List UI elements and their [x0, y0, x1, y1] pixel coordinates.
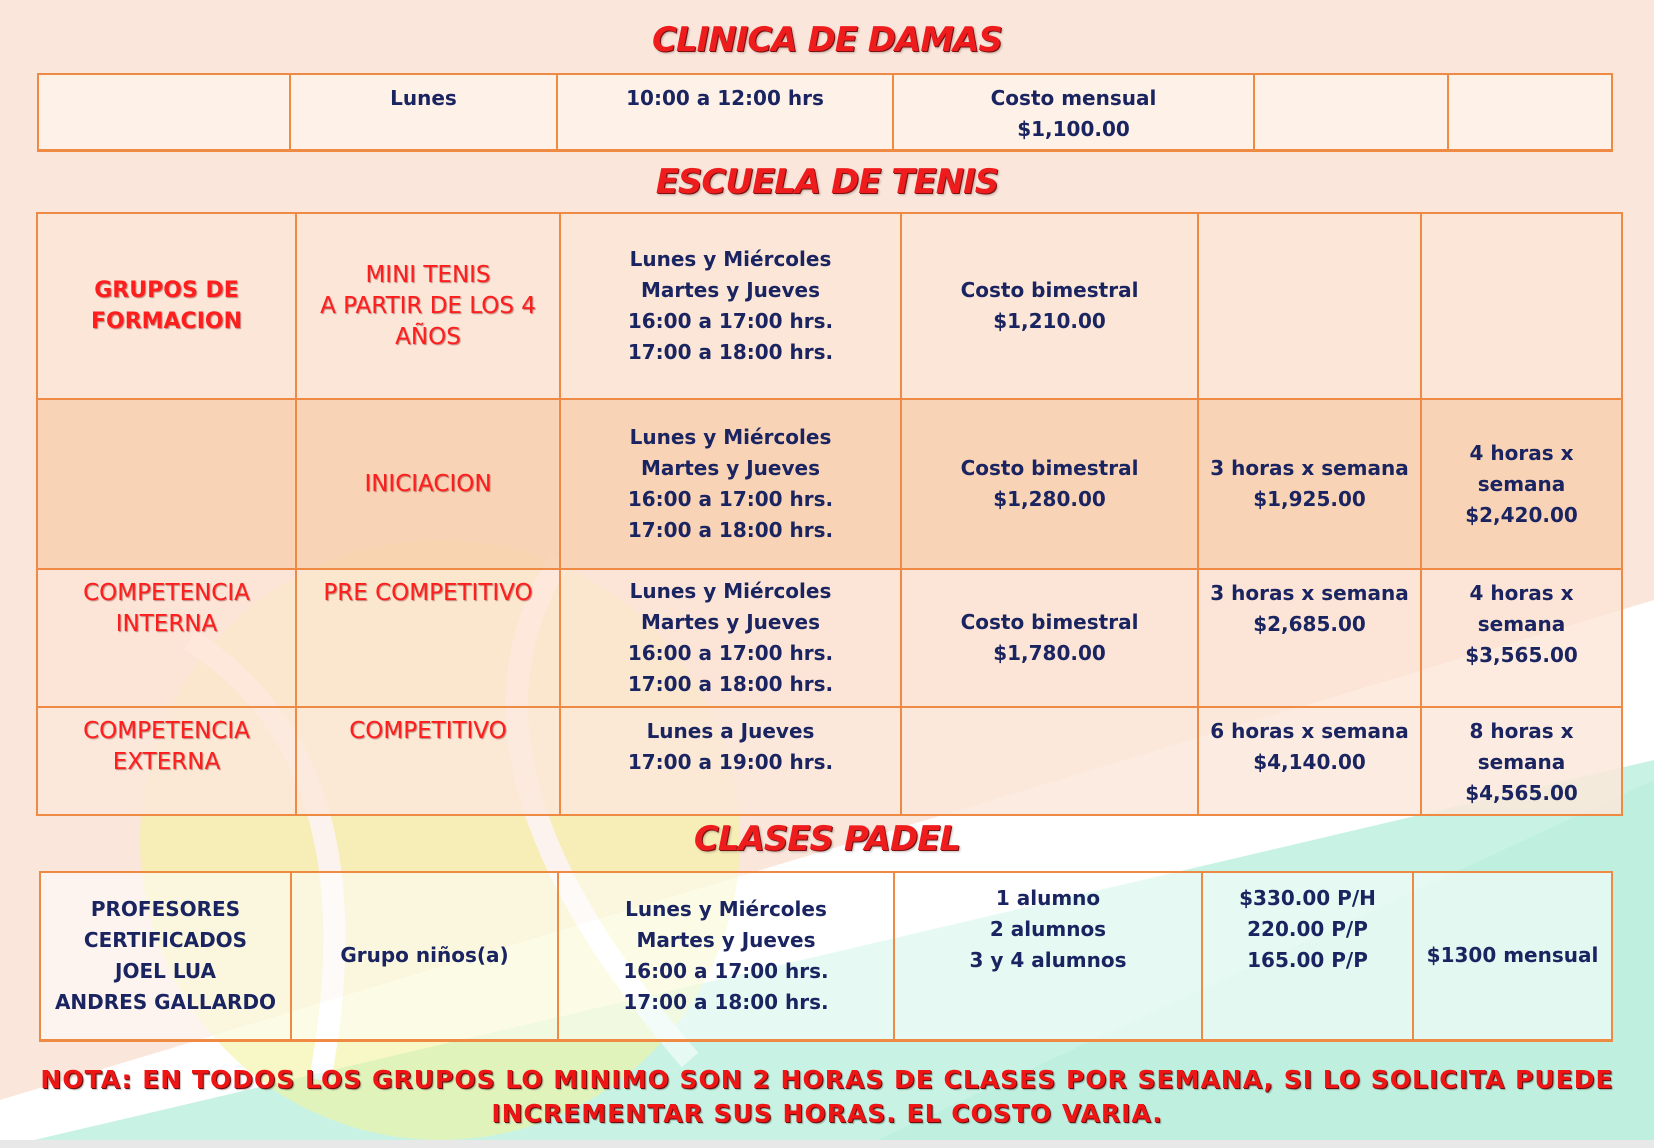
cell-line: Martes y Jueves: [640, 278, 820, 302]
note-line-1: NOTA: EN TODOS LOS GRUPOS LO MINIMO SON 2 HORAS DE CLASES POR SEMANA, SI LO SOLICITA PUEDE: [40, 1065, 1614, 1094]
schedule-cell: [560, 213, 901, 399]
cell-line: Costo bimestral: [960, 456, 1139, 480]
escuela-title: ESCUELA DE TENIS: [655, 162, 999, 202]
cost-cell: [901, 569, 1198, 707]
clinica-title: CLINICA DE DAMAS: [652, 20, 1002, 60]
cell-line: $1,780.00: [993, 641, 1106, 665]
cell-line: COMPETENCIA: [83, 718, 250, 744]
clinica-table: [37, 73, 1613, 152]
cell-line: $4,565.00: [1465, 781, 1578, 805]
cell-line: $1,925.00: [1253, 487, 1366, 511]
cell-line: 17:00 a 18:00 hrs.: [627, 340, 834, 364]
cell-line: 3 horas x semana: [1210, 581, 1409, 605]
cost-cell: [901, 707, 1198, 815]
option-6h-cell: [1198, 707, 1421, 815]
cell-line: Costo bimestral: [960, 610, 1139, 634]
cell-line: Martes y Jueves: [640, 456, 820, 480]
cell-line: PROFESORES: [90, 896, 241, 921]
cell-line: $1300 mensual: [1426, 943, 1599, 968]
table-cell: [1254, 74, 1448, 150]
cell-line: FORMACION: [90, 309, 243, 334]
table-row: [40, 872, 1612, 1040]
category-cell: [37, 399, 296, 569]
monthly-cell: [1413, 872, 1612, 1040]
cell-line: JOEL LUA: [115, 958, 216, 983]
category-cell: [37, 707, 296, 815]
escuela-table: [36, 212, 1623, 816]
category-cell: [37, 569, 296, 707]
padel-table: [39, 871, 1613, 1042]
cell-line: 17:00 a 18:00 hrs.: [627, 518, 834, 542]
cell-line: 4 horas x: [1469, 440, 1574, 465]
cell-line: 16:00 a 17:00 hrs.: [627, 641, 834, 665]
cell-line: INICIACION: [364, 470, 492, 497]
cell-line: Lunes a Jueves: [646, 719, 815, 743]
cell-line: $1,100.00: [1017, 117, 1130, 141]
cell-line: $3,565.00: [1465, 643, 1578, 667]
cell-line: $1,280.00: [993, 487, 1106, 511]
table-row: [37, 569, 1622, 707]
schedule-cell: [560, 569, 901, 707]
cell-line: AÑOS: [395, 323, 461, 350]
cell-line: $4,140.00: [1253, 750, 1366, 774]
cell-line: semana: [1477, 750, 1566, 774]
cell-line: COMPETITIVO: [349, 718, 507, 744]
cell-line: Lunes y Miércoles: [625, 896, 827, 921]
cell-line: 2 alumnos: [989, 917, 1107, 941]
note-line-2: INCREMENTAR SUS HORAS. EL COSTO VARIA.: [491, 1099, 1163, 1128]
level-cell: [296, 569, 560, 707]
teachers-cell: [40, 872, 291, 1040]
cell-line: A PARTIR DE LOS 4: [320, 292, 536, 319]
padel-title: CLASES PADEL: [693, 819, 961, 859]
cell-line: 1 alumno: [995, 886, 1101, 910]
table-row: [37, 707, 1622, 815]
cell-line: 220.00 P/P: [1247, 917, 1368, 941]
cell-line: CERTIFICADOS: [83, 927, 248, 952]
cell-line: 16:00 a 17:00 hrs.: [627, 309, 834, 333]
group-cell: [291, 872, 558, 1040]
cell-line: $2,685.00: [1253, 612, 1366, 636]
level-cell: [296, 213, 560, 399]
option-4h-cell: [1421, 569, 1622, 707]
cell-line: Lunes y Miércoles: [629, 425, 832, 449]
cell-line: Grupo niños(a): [340, 943, 509, 968]
option-3h-cell: [1198, 213, 1421, 399]
table-row: [37, 213, 1622, 399]
cost-cell: [901, 213, 1198, 399]
cell-line: Costo bimestral: [960, 278, 1139, 302]
cell-line: 3 horas x semana: [1210, 456, 1409, 480]
cell-line: 16:00 a 17:00 hrs.: [623, 958, 829, 983]
schedule-cell: [560, 399, 901, 569]
cell-line: Lunes y Miércoles: [629, 579, 832, 603]
cell-line: 17:00 a 18:00 hrs.: [623, 989, 829, 1014]
option-4h-cell: [1421, 399, 1622, 569]
cell-line: EXTERNA: [112, 749, 221, 775]
cost-cell: [901, 399, 1198, 569]
cell-line: Martes y Jueves: [640, 610, 820, 634]
option-3h-cell: [1198, 569, 1421, 707]
cell-line: 3 y 4 alumnos: [969, 948, 1127, 972]
cell-line: COMPETENCIA: [83, 580, 250, 606]
option-8h-cell: [1421, 707, 1622, 815]
cell-line: 8 horas x: [1469, 719, 1574, 743]
cell-line: GRUPOS DE: [94, 278, 239, 303]
table-row: [37, 399, 1622, 569]
table-cell: [38, 74, 290, 150]
table-row: [38, 74, 1612, 150]
level-cell: [296, 399, 560, 569]
level-cell: [296, 707, 560, 815]
note-text: [40, 1063, 1614, 1131]
cell-line: Martes y Jueves: [636, 927, 816, 952]
cell-line: MINI TENIS: [365, 261, 491, 288]
cell-line: 165.00 P/P: [1247, 948, 1368, 972]
day-cell: Lunes: [290, 74, 557, 150]
option-3h-cell: [1198, 399, 1421, 569]
cost-cell: [893, 74, 1254, 150]
cell-line: ANDRES GALLARDO: [54, 989, 277, 1014]
table-cell: [1448, 74, 1612, 150]
schedule-cell: [560, 707, 901, 815]
students-cell: [894, 872, 1202, 1040]
cell-line: INTERNA: [115, 611, 218, 637]
cell-line: Costo mensual: [990, 86, 1157, 110]
cell-line: semana: [1477, 612, 1566, 636]
cell-line: 4 horas x: [1469, 581, 1574, 605]
cell-line: $330.00 P/H: [1239, 886, 1376, 910]
option-4h-cell: [1421, 213, 1622, 399]
cell-line: $2,420.00: [1465, 502, 1578, 527]
cell-line: 6 horas x semana: [1210, 719, 1409, 743]
schedule-cell: 10:00 a 12:00 hrs: [557, 74, 893, 150]
cell-line: 17:00 a 19:00 hrs.: [627, 750, 834, 774]
cell-line: PRE COMPETITIVO: [323, 580, 533, 606]
cell-line: Lunes y Miércoles: [629, 247, 832, 271]
cell-line: 16:00 a 17:00 hrs.: [627, 487, 834, 511]
prices-cell: [1202, 872, 1413, 1040]
schedule-cell: [558, 872, 894, 1040]
cell-line: $1,210.00: [993, 309, 1106, 333]
cell-line: semana: [1477, 471, 1566, 496]
category-cell: [37, 213, 296, 399]
cell-line: 17:00 a 18:00 hrs.: [627, 672, 834, 696]
